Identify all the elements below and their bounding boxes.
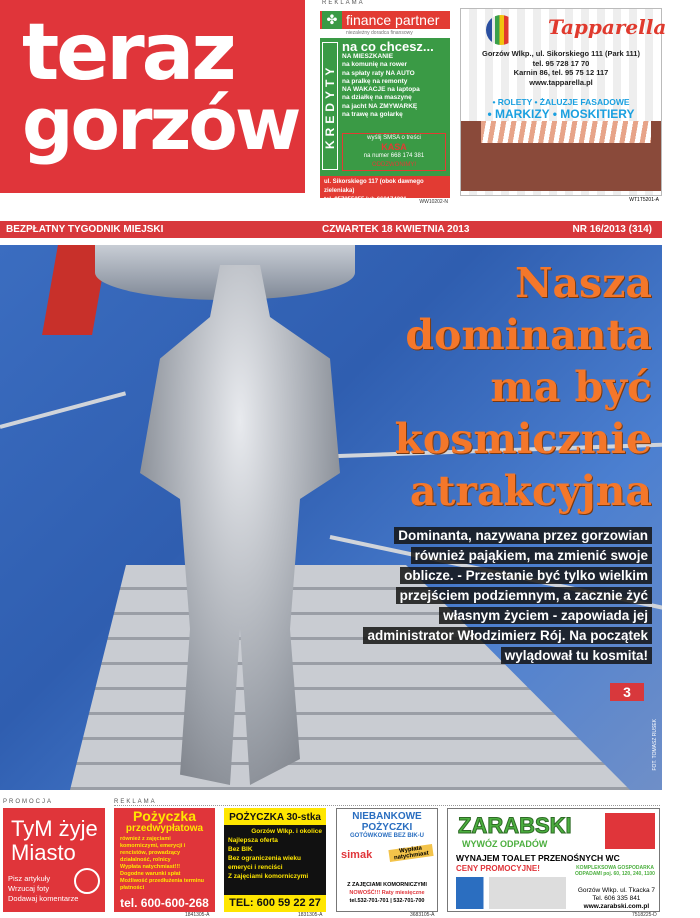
ad-item: Bez ograniczenia wieku emeryci i renciści	[228, 855, 301, 871]
ad-phone: tel. 600-600-268	[120, 896, 209, 910]
ad-phone: tel.532-701-701 | 532-701-700	[349, 898, 425, 904]
tapparella-products1: • ROLETY • ŻALUZJE FASADOWE	[492, 97, 630, 107]
ad-ref: 7518225-D	[632, 912, 657, 918]
tapparella-address: Gorzów Wlkp., ul. Sikorskiego 111 (Park 111)	[482, 49, 640, 58]
caption-line: przejściem podziemnym, a zacznie żyć	[396, 587, 652, 604]
sms-box	[342, 133, 446, 171]
truck-image	[456, 877, 566, 909]
ad-ref: 1841305-A	[185, 912, 210, 918]
promo-line: Pisz artykuły	[8, 874, 51, 883]
finance-line: na komunię na rower	[342, 61, 408, 69]
finance-headline: na co chcesz...	[342, 39, 434, 54]
sms-keyword: KASA	[381, 142, 407, 152]
tapparella-address2: Karnin 86, tel. 95 75 12 117	[513, 68, 609, 77]
sms-number: na numer 668 174 381	[363, 153, 425, 159]
tapparella-brand: Tapparella	[548, 15, 667, 39]
ad-line: CENY PROMOCYJNE!	[456, 864, 540, 873]
ad-title: NIEBANKOWE POŻYCZKI	[352, 811, 422, 833]
sms-line: wyślij SMSA o treści	[367, 135, 421, 141]
ad-item: Z zajęciami komorniczymi	[228, 873, 309, 880]
caption-line: również pająkiem, ma zmienić swoje	[411, 547, 652, 564]
ad-address: Gorzów Wlkp. ul. Tkacka 7	[577, 887, 655, 894]
finance-line: na pralkę na remonty	[342, 77, 408, 85]
promo-title2: Miasto	[11, 840, 76, 865]
lead-headline[interactable]	[394, 257, 652, 517]
banner-left: BEZPŁATNY TYGODNIK MIEJSKI	[6, 224, 164, 235]
sms-callback: ODDZWONIMY!	[372, 162, 416, 168]
ad-phone: TEL: 600 59 22 27	[229, 897, 321, 909]
caption-line: własnym życiem - zapowiada jej	[439, 607, 652, 624]
finance-line: NA MIESZKANIE	[342, 53, 394, 60]
finance-line: na spłaty raty NA AUTO	[342, 69, 415, 77]
promo-label: PROMOCJA	[3, 799, 54, 805]
ad-title: POŻYCZKA 30-stka	[229, 812, 321, 823]
promo-title: TyM żyje	[11, 816, 98, 841]
promo-line: Wrzucaj foty	[8, 884, 50, 893]
tapparella-ad[interactable]	[460, 8, 667, 203]
ad-subtitle: przedwypłatowa	[125, 823, 204, 834]
zarabski-ad[interactable]	[447, 808, 660, 912]
tapparella-phone: tel. 95 728 17 70	[532, 58, 590, 68]
promo-line: Dodawaj komentarze	[8, 894, 79, 903]
niebankowe-pozyczki-ad[interactable]	[336, 808, 438, 912]
caption-line: Dominanta, nazywana przez gorzowian	[394, 527, 652, 544]
awning-image	[481, 121, 651, 143]
ad-ref: WT1T5201-A	[629, 197, 659, 203]
ad-title: ZARABSKI	[458, 813, 572, 838]
tym-logo-icon	[74, 868, 100, 894]
ad-item: Wypłata natychmiast!!!	[120, 864, 181, 870]
masthead-line2: gorzów	[22, 82, 299, 166]
pozyczka-30-stka-ad[interactable]	[224, 808, 326, 912]
issue-banner	[0, 221, 662, 238]
headline-line: dominanta	[405, 311, 652, 359]
headline-line: ma być	[490, 363, 652, 411]
masthead-logo	[0, 0, 305, 193]
ad-line: KOMPLEKSOWA GOSPODARKA ODPADAMI poj. 60, 120, 240, 1100	[575, 865, 655, 877]
kredyty-vertical: KREDYTY	[322, 42, 338, 170]
clover-icon: ✤	[322, 11, 342, 29]
ad-line: Z ZAJĘCIAMI KOMORNICZYMI	[347, 882, 427, 888]
tapparella-products2: • MARKIZY • MOSKITIERY	[487, 107, 635, 121]
tym-zyje-miasto-promo[interactable]	[3, 808, 105, 912]
ad-ref: 1831305-A	[298, 912, 323, 918]
headline-line: atrakcyjna	[409, 467, 652, 515]
finance-line: na działkę na maszynę	[342, 94, 412, 102]
ad-title: Pożyczka	[132, 808, 197, 824]
ad-subtitle: Gorzów Wlkp. i okolice	[251, 828, 322, 835]
page-badge[interactable]: 3	[610, 683, 644, 701]
finance-line: NA WAKACJE na laptopa	[342, 86, 420, 94]
caption-line: oblicze. - Przestanie być tylko wielkim	[400, 567, 652, 584]
ad-subtitle: WYWÓZ ODPADÓW	[462, 839, 548, 849]
caption-line: wylądował tu kosmita!	[501, 647, 652, 664]
simak-logo: simak	[341, 849, 373, 861]
finance-tagline: niezależny doradca finansowy	[346, 30, 413, 36]
masthead-line1: teraz	[22, 8, 234, 98]
sticker: Wypłata natychmiast	[388, 844, 433, 862]
ad-item: również z zajęciami komorniczymi, emerycji i rencistów, prowadzący działalność, rolnicy	[120, 836, 186, 863]
ad-label: REKLAMA	[114, 799, 157, 805]
ad-item: Dogodne warunki spłat	[120, 871, 181, 877]
banner-date: CZWARTEK 18 KWIETNIA 2013	[322, 224, 470, 235]
headline-line: Nasza	[515, 259, 652, 307]
ad-ref: 3683105-A	[410, 912, 435, 918]
lead-caption	[363, 525, 652, 665]
finance-phone: tel. 957355255 lub 668174381	[324, 197, 407, 203]
ad-item: Najlepsza oferta	[228, 837, 278, 844]
headline-line: kosmicznie	[394, 415, 652, 463]
ad-ref: WW10202-N	[419, 199, 448, 205]
ad-item: Bez BIK	[228, 846, 253, 853]
ad-phone: Tel. 606 335 841	[592, 895, 641, 902]
ad-subtitle: GOTÓWKOWE BEZ BIK-U	[350, 833, 424, 839]
finance-brand: finance partner	[320, 11, 450, 29]
divider	[114, 805, 660, 806]
ad-line: WYNAJEM TOALET PRZENOŚNYCH WC	[456, 853, 620, 863]
finance-line: na trawę na golarkę	[342, 111, 403, 119]
finance-address: ul. Sikorskiego 117 (obok dawnego zieleniaka)	[324, 179, 424, 194]
tapparella-website: www.tapparella.pl	[529, 77, 593, 87]
lead-photo[interactable]	[0, 245, 662, 790]
finance-partner-ad[interactable]	[320, 8, 450, 205]
handrail	[0, 391, 126, 429]
trash-bin-icon	[605, 813, 655, 849]
pozyczka-przedwyplatowa-ad[interactable]	[114, 808, 215, 912]
banner-issue: NR 16/2013 (314)	[572, 224, 652, 235]
caption-line: administrator Włodzimierz Rój. Na początek	[363, 627, 652, 644]
ad-website: www.zarabski.com.pl	[583, 903, 650, 910]
ad-line: NOWOŚĆ!!! Raty miesięczne	[349, 890, 425, 896]
finance-line: na jacht NA ZMYWARKĘ	[342, 102, 418, 110]
ad-label: REKLAMA	[322, 0, 365, 6]
ad-item: Możliwość przedłużenia terminu płatności	[120, 878, 205, 891]
photo-credit: FOT. TOMASZ RUSEK	[652, 718, 658, 770]
